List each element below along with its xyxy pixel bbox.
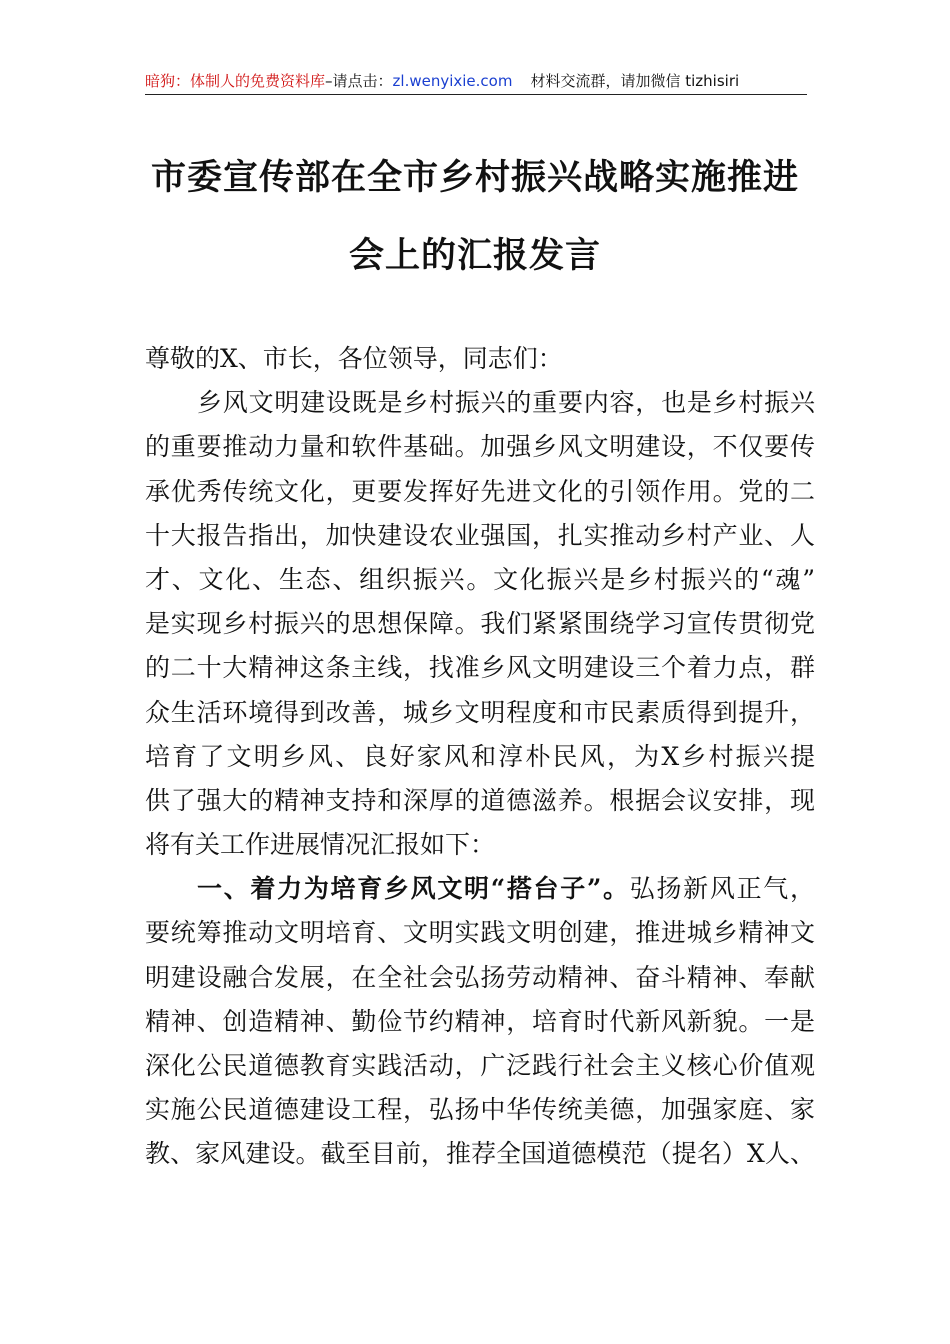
section-1-heading: 一、着力为培育乡风文明“搭台子”。 (197, 874, 630, 904)
paragraph-line: 是实现乡村振兴的思想保障。我们紧紧围绕学习宣传贯彻党 (145, 609, 815, 639)
paragraph-line: 的二十大精神这条主线，找准乡风文明建设三个着力点，群 (145, 653, 815, 683)
document-title-line-1: 市委宣传部在全市乡村振兴战略实施推进 (150, 157, 799, 198)
section-1-first-line (145, 867, 815, 911)
document-body (145, 337, 815, 1177)
header-wechat: 材料交流群，请加微信 tizhisiri (530, 72, 740, 90)
paragraph-line: 将有关工作进展情况汇报如下： (145, 830, 496, 860)
paragraph-line: 明建设融合发展，在全社会弘扬劳动精神、奋斗精神、奉献 (145, 962, 815, 992)
paragraph-line: 的重要推动力量和软件基础。加强乡风文明建设，不仅要传 (145, 432, 815, 462)
paragraph-line: 精神、创造精神、勤俭节约精神，培育时代新风新貌。一是 (145, 1006, 815, 1036)
paragraph-line: 培育了文明乡风、良好家风和淳朴民风，为X乡村振兴提 (145, 741, 815, 771)
salutation: 尊敬的X、市长，各位领导，同志们： (145, 344, 563, 373)
document-header-banner (145, 68, 807, 95)
header-brand: 暗狗：体制人的免费资料库 (145, 72, 326, 90)
paragraph-line: 承优秀传统文化，更要发挥好先进文化的引领作用。党的二 (145, 476, 815, 506)
paragraph-line: 教、家风建设。截至目前，推荐全国道德模范（提名）X人、 (145, 1139, 815, 1169)
header-click-label: –请点击： (325, 72, 393, 90)
paragraph-line: 乡风文明建设既是乡村振兴的重要内容，也是乡村振兴 (197, 388, 815, 418)
paragraph-line: 十大报告指出，加快建设农业强国，扎实推动乡村产业、人 (145, 520, 815, 550)
header-link[interactable]: zl.wenyixie.com (392, 72, 513, 90)
paragraph-line: 实施公民道德建设工程，弘扬中华传统美德，加强家庭、家 (145, 1095, 815, 1125)
document-title-line-2: 会上的汇报发言 (348, 235, 601, 276)
paragraph-line: 深化公民道德教育实践活动，广泛践行社会主义核心价值观 (145, 1051, 815, 1080)
paragraph-line: 众生活环境得到改善，城乡文明程度和市民素质得到提升， (145, 697, 815, 727)
section-1-first-line-rest: 弘扬新风正气， (629, 874, 815, 904)
paragraph-line: 才、文化、生态、组织振兴。文化振兴是乡村振兴的“魂” (145, 564, 815, 594)
paragraph-line: 要统筹推动文明培育、文明实践文明创建，推进城乡精神文 (145, 918, 815, 948)
paragraph-line: 供了强大的精神支持和深厚的道德滋养。根据会议安排，现 (145, 785, 815, 815)
